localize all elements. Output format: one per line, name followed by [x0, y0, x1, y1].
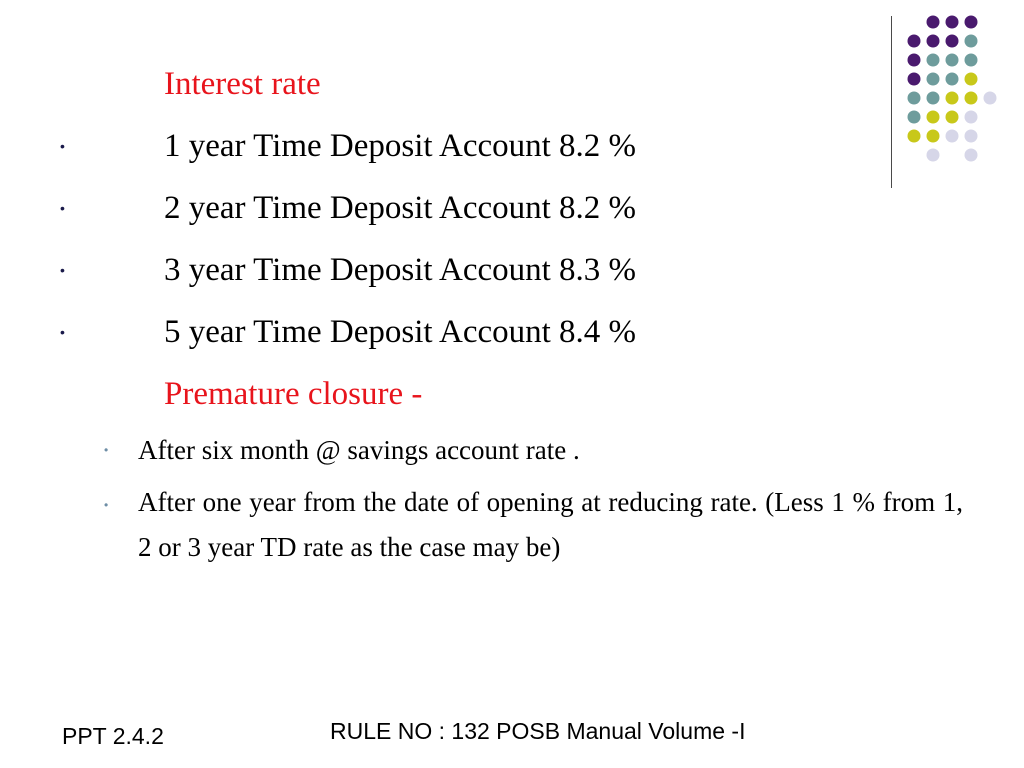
decorative-dot — [908, 130, 921, 143]
decorative-dot — [908, 54, 921, 67]
decorative-dot — [946, 35, 959, 48]
footer-slide-id: PPT 2.4.2 — [62, 723, 164, 749]
deposit-item-1: 1 year Time Deposit Account 8.2 % — [164, 128, 637, 164]
divider-line — [891, 16, 892, 188]
decorative-dot — [946, 73, 959, 86]
decorative-dot — [927, 92, 940, 105]
decorative-dot — [965, 35, 978, 48]
decorative-dot — [927, 111, 940, 124]
bullet-icon: • — [60, 324, 65, 340]
decorative-dot — [946, 16, 959, 29]
decorative-dot — [965, 73, 978, 86]
decorative-dot — [946, 111, 959, 124]
deposit-item-3: 3 year Time Deposit Account 8.3 % — [164, 252, 637, 288]
premature-point-2: After one year from the date of opening at reducing rate. (Less 1 % from 1, 2 or 3 year TD rate as the case may be) — [138, 487, 963, 562]
decorative-dot — [908, 92, 921, 105]
decorative-dot — [965, 149, 978, 162]
dot-grid-decoration-icon — [903, 9, 1013, 174]
footer-rule-reference: RULE NO : 132 POSB Manual Volume -I — [330, 718, 746, 744]
decorative-dot — [946, 54, 959, 67]
decorative-dot — [927, 16, 940, 29]
decorative-dot — [965, 111, 978, 124]
decorative-dot — [927, 54, 940, 67]
premature-point-1: After six month @ savings account rate . — [138, 435, 580, 465]
decorative-dot — [927, 35, 940, 48]
bullet-icon: • — [60, 138, 65, 154]
interest-rate-heading: Interest rate — [164, 66, 321, 102]
premature-closure-heading: Premature closure - — [164, 376, 423, 412]
sub-bullet-icon: • — [104, 443, 109, 457]
decorative-dot — [965, 16, 978, 29]
decorative-dot — [965, 130, 978, 143]
decorative-dot — [908, 35, 921, 48]
decorative-dot — [984, 92, 997, 105]
decorative-dot — [908, 73, 921, 86]
decorative-dot — [927, 130, 940, 143]
decorative-dot — [965, 54, 978, 67]
decorative-dot — [946, 92, 959, 105]
deposit-item-4: 5 year Time Deposit Account 8.4 % — [164, 314, 637, 350]
bullet-icon: • — [60, 200, 65, 216]
decorative-dot — [965, 92, 978, 105]
decorative-dot — [927, 149, 940, 162]
decorative-dot — [927, 73, 940, 86]
bullet-icon: • — [60, 262, 65, 278]
decorative-dot — [946, 130, 959, 143]
deposit-item-2: 2 year Time Deposit Account 8.2 % — [164, 190, 637, 226]
sub-bullet-icon: • — [104, 498, 109, 512]
decorative-dot — [908, 111, 921, 124]
